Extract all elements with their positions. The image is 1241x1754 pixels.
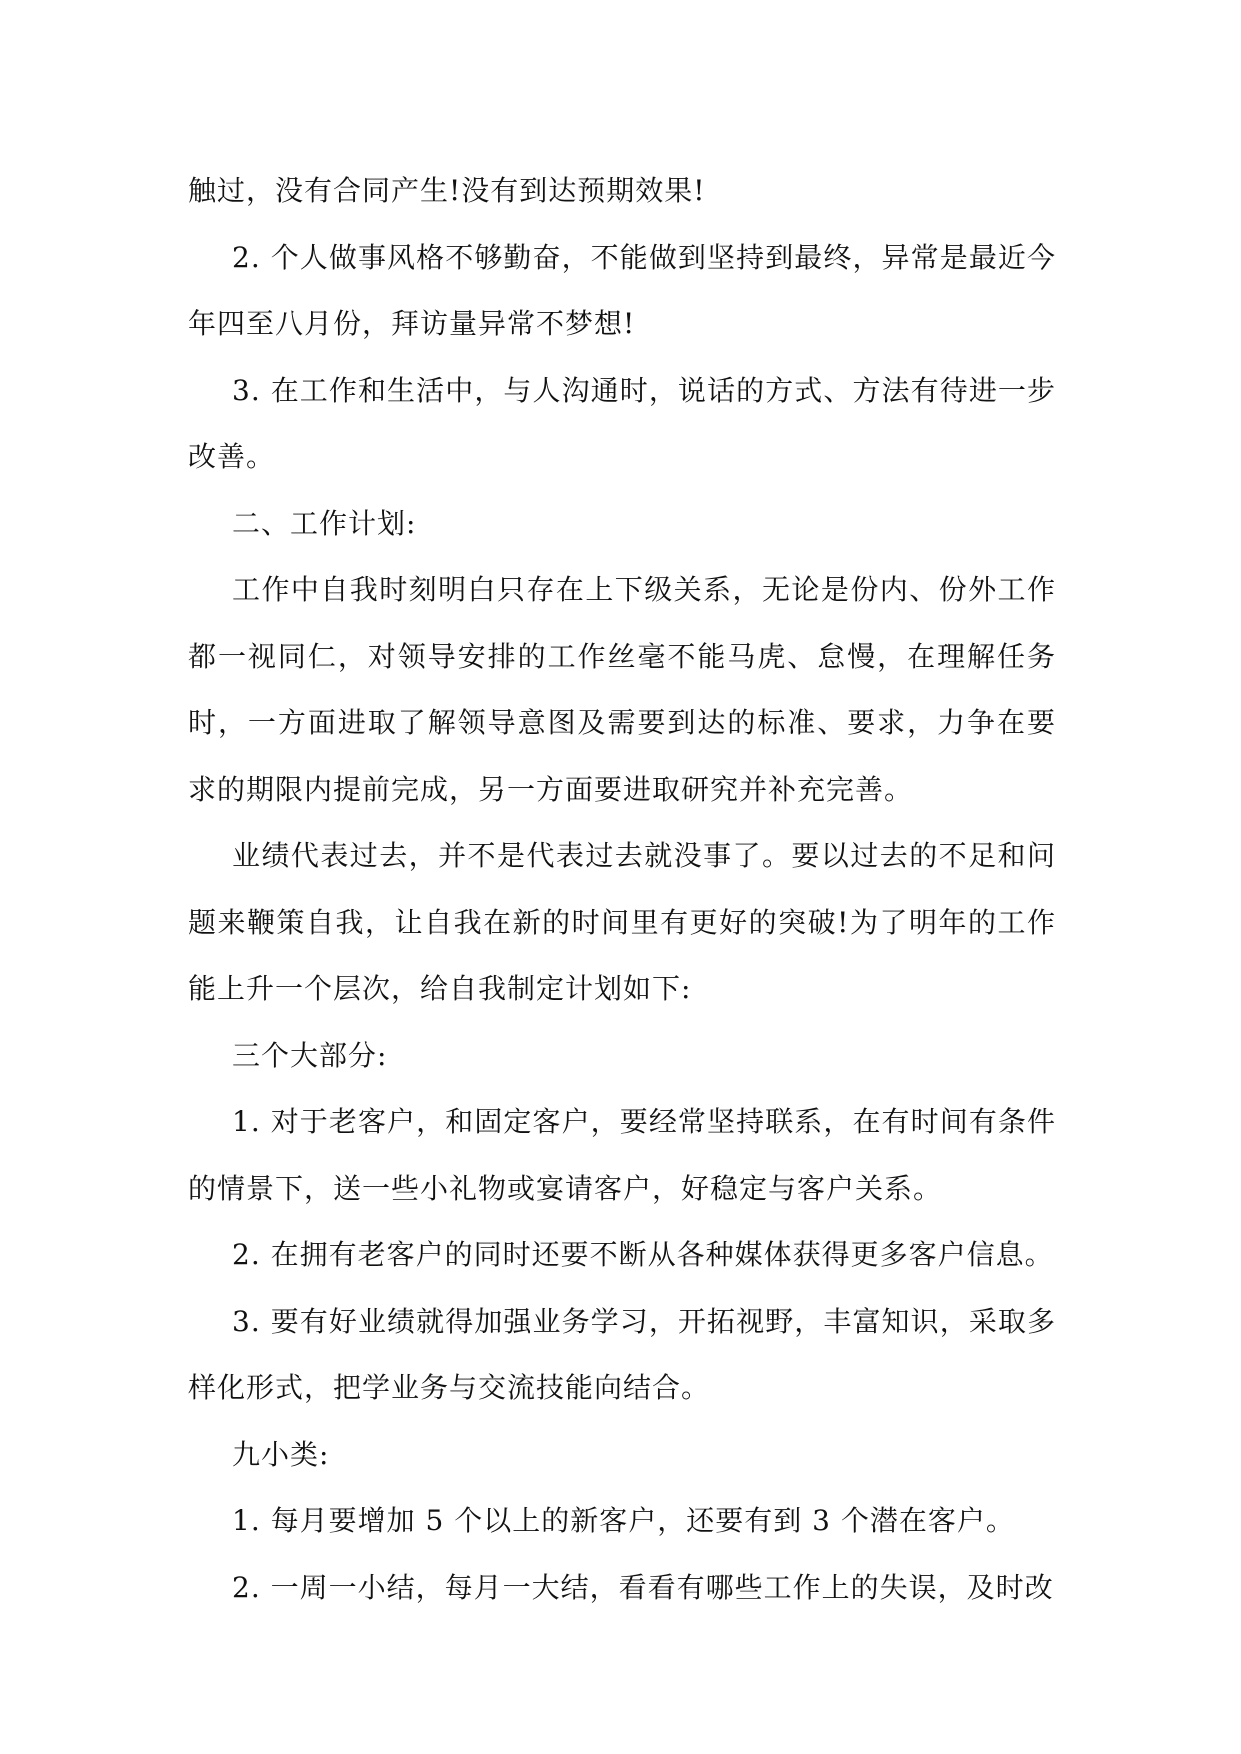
- paragraph: 触过，没有合同产生!没有到达预期效果!: [188, 174, 706, 207]
- paragraph: 2. 个人做事风格不够勤奋，不能做到坚持到最终，异常是最近今年四至八月份，拜访量异常不梦想!: [188, 240, 1056, 340]
- document-body: [188, 158, 1056, 1621]
- paragraph: 工作中自我时刻明白只存在上下级关系，无论是份内、份外工作都一视同仁，对领导安排的工作丝毫不能马虎、怠慢，在理解任务时，一方面进取了解领导意图及需要到达的标准、要求，力争在要求的期限内提前完成，另一方面要进取研究并补充完善。: [188, 573, 1056, 806]
- list-item: 2. 在拥有老客户的同时还要不断从各种媒体获得更多客户信息。: [232, 1238, 1054, 1271]
- paragraph: 3. 在工作和生活中，与人沟通时，说话的方式、方法有待进一步改善。: [188, 373, 1056, 473]
- list-item: 1. 对于老客户，和固定客户，要经常坚持联系，在有时间有条件的情景下，送一些小礼物或宴请客户，好稳定与客户关系。: [188, 1105, 1056, 1205]
- subsection-heading: 九小类:: [232, 1437, 330, 1471]
- subsection-heading: 三个大部分:: [232, 1038, 388, 1072]
- list-item: 1. 每月要增加 5 个以上的新客户，还要有到 3 个潜在客户。: [232, 1504, 1015, 1537]
- paragraph: 业绩代表过去，并不是代表过去就没事了。要以过去的不足和问题来鞭策自我，让自我在新的时间里有更好的突破!为了明年的工作能上升一个层次，给自我制定计划如下:: [188, 839, 1056, 1005]
- list-item: 2. 一周一小结，每月一大结，看看有哪些工作上的失误，及时改: [232, 1570, 1054, 1604]
- list-item: 3. 要有好业绩就得加强业务学习，开拓视野，丰富知识，采取多样化形式，把学业务与交流技能向结合。: [188, 1304, 1056, 1404]
- section-heading: 二、工作计划:: [232, 506, 417, 540]
